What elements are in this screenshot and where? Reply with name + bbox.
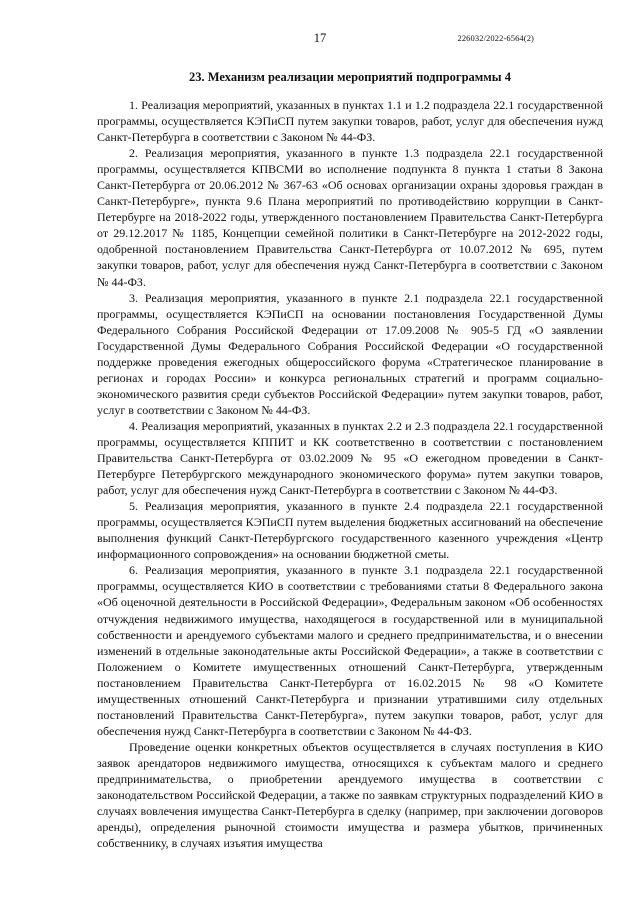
section-title: 23. Механизм реализации мероприятий подпрограммы 4 bbox=[189, 70, 511, 84]
paragraph-7: Проведение оценки конкретных объектов осуществляется в случаях поступления в КИО заявок арендаторов недвижимого имущества, относящихся к субъектам малого и среднего предпринимательства, о приобретении арендуемого имущества в соответствии с законодательством Российской Федерации, а также по заявкам структурных подразделений КИО в случаях вовлечения имущества Санкт-Петербурга в сделку (например, при заключении договоров аренды), определения рыночной стоимости имущества и размера убытков, причиненных собственнику, в случаях изъятия имущества bbox=[97, 739, 603, 851]
paragraph-6: 6. Реализация мероприятия, указанного в пункте 3.1 подраздела 22.1 государственной программы, осуществляется КИО в соответствии с требованиями статьи 8 Федерального закона «Об оценочной деятельности в Российской Федерации», Федеральным законом «Об особенностях отчуждения недвижимого имущества, находящегося в государственной или в муниципальной собственности и арендуемого субъектами малого и среднего предпринимательства, и о внесении изменений в отдельные законодательные акты Российской Федерации», а также в соответствии с Положением о Комитете имущественных отношений Санкт-Петербурга, утвержденным постановлением Правительства Санкт-Петербурга от 16.02.2015 № 98 «О Комитете имущественных отношений Санкт-Петербурга и признании утратившими силу отдельных постановлений Правительства Санкт-Петербурга», путем закупки товаров, работ, услуг для обеспечения нужд Санкт-Петербурга в соответствии с Законом № 44-ФЗ. bbox=[97, 563, 603, 738]
paragraph-2: 2. Реализация мероприятия, указанного в пункте 1.3 подраздела 22.1 государственной программы, осуществляется КПВСМИ во исполнение подпункта 8 пункта 1 статьи 8 Закона Санкт-Петербурга от 20.06.2012 № 367-63 «Об основах организации охраны здоровья граждан в Санкт-Петербурге», пункта 9.6 Плана мероприятий по противодействию коррупции в Санкт-Петербурге на 2018-2022 годы, утвержденного постановлением Правительства Санкт-Петербурга от 29.12.2017 № 1185, Концепции семейной политики в Санкт-Петербурге на 2012-2022 годы, одобренной постановлением Правительства Санкт-Петербурга от 10.07.2012 № 695, путем закупки товаров, работ, услуг для обеспечения нужд Санкт-Петербурга в соответствии с Законом № 44-ФЗ. bbox=[97, 146, 603, 289]
paragraph-1: 1. Реализация мероприятий, указанных в пунктах 1.1 и 1.2 подраздела 22.1 государственной программы, осуществляется КЭПиСП путем закупки товаров, работ, услуг для обеспечения нужд Санкт-Петербурга в соответствии с Законом № 44-ФЗ. bbox=[97, 98, 603, 145]
page-number: 17 bbox=[313, 31, 327, 45]
document-body bbox=[97, 97, 603, 851]
paragraph-4: 4. Реализация мероприятий, указанных в пунктах 2.2 и 2.3 подраздела 22.1 государственной программы, осуществляется КППИТ и КК соответственно в соответствии с постановлением Правительства Санкт-Петербурга от 03.02.2009 № 95 «О ежегодном проведении в Санкт-Петербурге Петербургского международного экономического форума» путем закупки товаров, работ, услуг для обеспечения нужд Санкт-Петербурга в соответствии с Законом № 44-ФЗ. bbox=[97, 418, 603, 498]
document-id: 226032/2022-6564(2) bbox=[457, 33, 534, 43]
paragraph-5: 5. Реализация мероприятия, указанного в пункте 2.4 подраздела 22.1 государственной программы, осуществляется КЭПиСП путем выделения бюджетных ассигнований на обеспечение выполнения функций Санкт-Петербургского государственного казенного учреждения «Центр информационного сопровождения» на основании бюджетной сметы. bbox=[97, 499, 603, 562]
paragraph-3: 3. Реализация мероприятия, указанного в пункте 2.1 подраздела 22.1 государственной программы, осуществляется КЭПиСП на основании постановления Государственной Думы Федерального Собрания Российской Федерации от 17.09.2008 № 905-5 ГД «О заявлении Государственной Думы Федерального Собрания Российской Федерации «О государственной поддержке проведения ежегодных общероссийского форума «Стратегическое планирование в регионах и городах России» и конкурса региональных стратегий и программ социально-экономического развития среди субъектов Российской Федерации» путем закупки товаров, работ, услуг в соответствии с Законом № 44-ФЗ. bbox=[97, 290, 603, 417]
